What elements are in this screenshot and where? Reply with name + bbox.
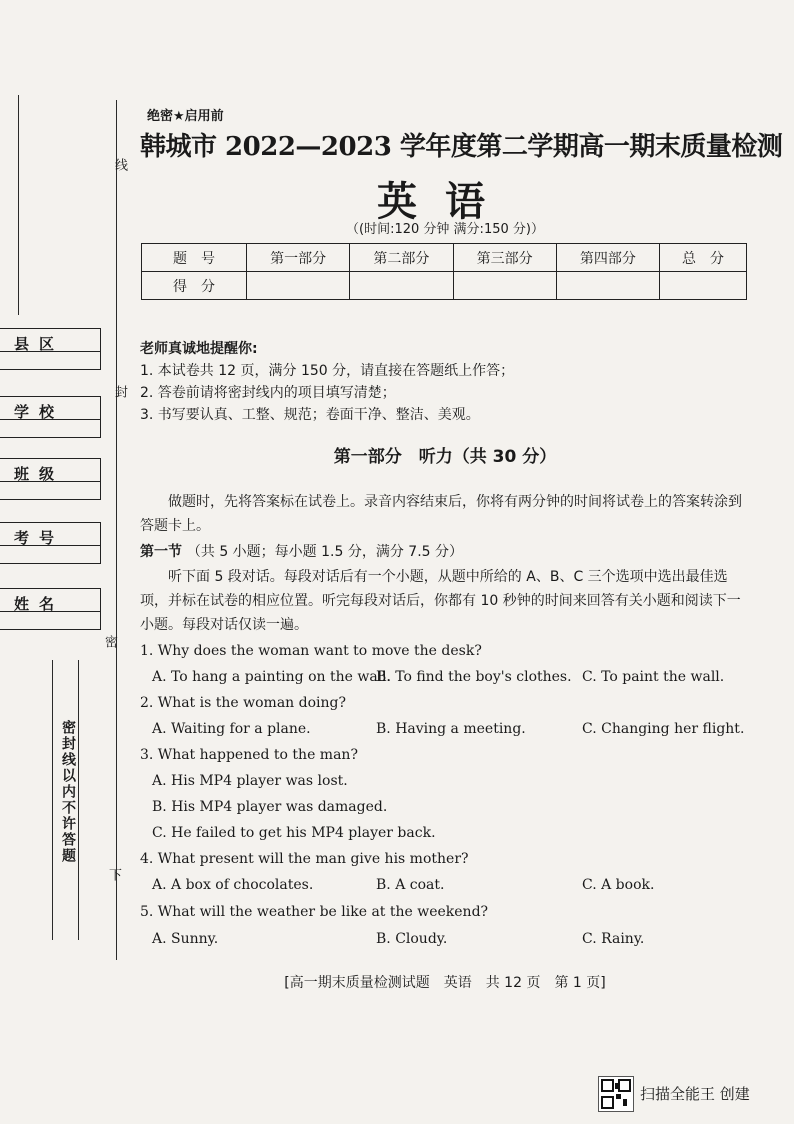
q2-option-b[interactable]: B. Having a meeting.	[376, 721, 526, 737]
q4-option-b[interactable]: B. A coat.	[376, 877, 445, 893]
score-table-header-row	[142, 244, 747, 272]
field-exam-number[interactable]	[0, 522, 101, 564]
margin-mark-seal: 封	[112, 385, 127, 398]
notice-item-2: 2. 答卷前请将密封线内的项目填写清楚；	[140, 385, 396, 401]
score-header-part3: 第三部分	[453, 244, 556, 272]
section1-intro: 听下面 5 段对话。每段对话后有一个小题，从题中所给的 A、B、C 三个选项中选出最佳选项，并标在试卷的相应位置。听完每段对话后，你都有 10 秒钟的时间来回答有关小题和阅读下一小题。每段对话仅读一遍。	[140, 569, 741, 633]
field-name-line	[0, 611, 100, 612]
margin-mark-below: 下	[106, 868, 121, 881]
question-2: 2. What is the woman doing?	[140, 695, 346, 711]
field-class-line	[0, 481, 100, 482]
score-header-label: 题 号	[142, 244, 247, 272]
field-class[interactable]	[0, 458, 101, 500]
secret-label: 绝密★启用前	[147, 109, 224, 124]
field-exam-number-label: 考号	[14, 529, 65, 547]
field-school[interactable]	[0, 396, 101, 438]
score-cell-part3[interactable]	[453, 272, 556, 300]
binding-line-inner	[116, 100, 117, 960]
scanner-brand: 扫描全能王 创建	[640, 1085, 750, 1103]
notice-item-1: 1. 本试卷共 12 页，满分 150 分，请直接在答题纸上作答；	[140, 363, 515, 379]
page-footer: [高一期末质量检测试题 英语 共 12 页 第 1 页]	[284, 975, 606, 991]
q1-option-b[interactable]: B. To find the boy's clothes.	[376, 669, 572, 685]
q4-option-a[interactable]: A. A box of chocolates.	[152, 877, 314, 893]
score-table	[141, 243, 747, 300]
score-cell-total[interactable]	[660, 272, 747, 300]
score-header-part4: 第四部分	[556, 244, 659, 272]
score-row-label: 得 分	[142, 272, 247, 300]
q2-option-a[interactable]: A. Waiting for a plane.	[152, 721, 311, 737]
q4-option-c[interactable]: C. A book.	[582, 877, 655, 893]
field-name[interactable]	[0, 588, 101, 630]
score-header-part2: 第二部分	[350, 244, 453, 272]
binding-line-seal-left	[52, 660, 53, 940]
q3-option-b[interactable]: B. His MP4 player was damaged.	[152, 799, 388, 815]
question-1: 1. Why does the woman want to move the desk?	[140, 643, 482, 659]
q3-option-a[interactable]: A. His MP4 player was lost.	[152, 773, 348, 789]
field-county-line	[0, 351, 100, 352]
q5-option-a[interactable]: A. Sunny.	[152, 931, 219, 947]
subject-title: 英语	[377, 179, 513, 225]
field-name-label: 姓名	[14, 595, 65, 613]
notice-item-3: 3. 书写要认真、工整、规范；卷面干净、整洁、美观。	[140, 407, 480, 423]
field-county-label: 县区	[14, 335, 65, 353]
field-school-line	[0, 419, 100, 420]
field-class-label: 班级	[14, 465, 65, 483]
question-5: 5. What will the weather be like at the weekend?	[140, 904, 489, 920]
time-info: （(时间:120 分钟 满分:150 分)）	[346, 222, 544, 237]
field-exam-number-line	[0, 545, 100, 546]
question-3: 3. What happened to the man?	[140, 747, 358, 763]
q5-option-b[interactable]: B. Cloudy.	[376, 931, 448, 947]
section1-title: 第一节	[140, 544, 182, 560]
q3-option-c[interactable]: C. He failed to get his MP4 player back.	[152, 825, 436, 841]
score-header-part1: 第一部分	[247, 244, 350, 272]
q1-option-c[interactable]: C. To paint the wall.	[582, 669, 725, 685]
part1-title: 第一部分 听力（共 30 分）	[333, 447, 557, 467]
section1-heading	[140, 541, 463, 561]
score-cell-part1[interactable]	[247, 272, 350, 300]
q1-option-a[interactable]: A. To hang a painting on the wall.	[152, 669, 392, 685]
score-cell-part4[interactable]	[556, 272, 659, 300]
margin-mark-secret: 密	[102, 635, 117, 648]
exam-title: 韩城市 2022—2023 学年度第二学期高一期末质量检测	[140, 132, 783, 162]
score-cell-part2[interactable]	[350, 272, 453, 300]
score-header-total: 总 分	[660, 244, 747, 272]
binding-line-seal-right	[78, 660, 79, 940]
part1-intro: 做题时，先将答案标在试卷上。录音内容结束后，你将有两分钟的时间将试卷上的答案转涂到答题卡上。	[140, 494, 742, 534]
field-school-label: 学校	[14, 403, 65, 421]
q5-option-c[interactable]: C. Rainy.	[582, 931, 645, 947]
qr-code-icon	[598, 1076, 634, 1112]
section1-info: （共 5 小题；每小题 1.5 分，满分 7.5 分）	[186, 544, 464, 560]
notice-heading: 老师真诚地提醒你:	[140, 341, 258, 357]
field-county[interactable]	[0, 328, 101, 370]
margin-mark-line: 线	[112, 158, 127, 171]
score-table-score-row	[142, 272, 747, 300]
question-4: 4. What present will the man give his mother?	[140, 851, 469, 867]
binding-edge-line	[18, 95, 19, 315]
seal-warning: 密封线以内不许答题	[60, 720, 76, 864]
q2-option-c[interactable]: C. Changing her flight.	[582, 721, 745, 737]
